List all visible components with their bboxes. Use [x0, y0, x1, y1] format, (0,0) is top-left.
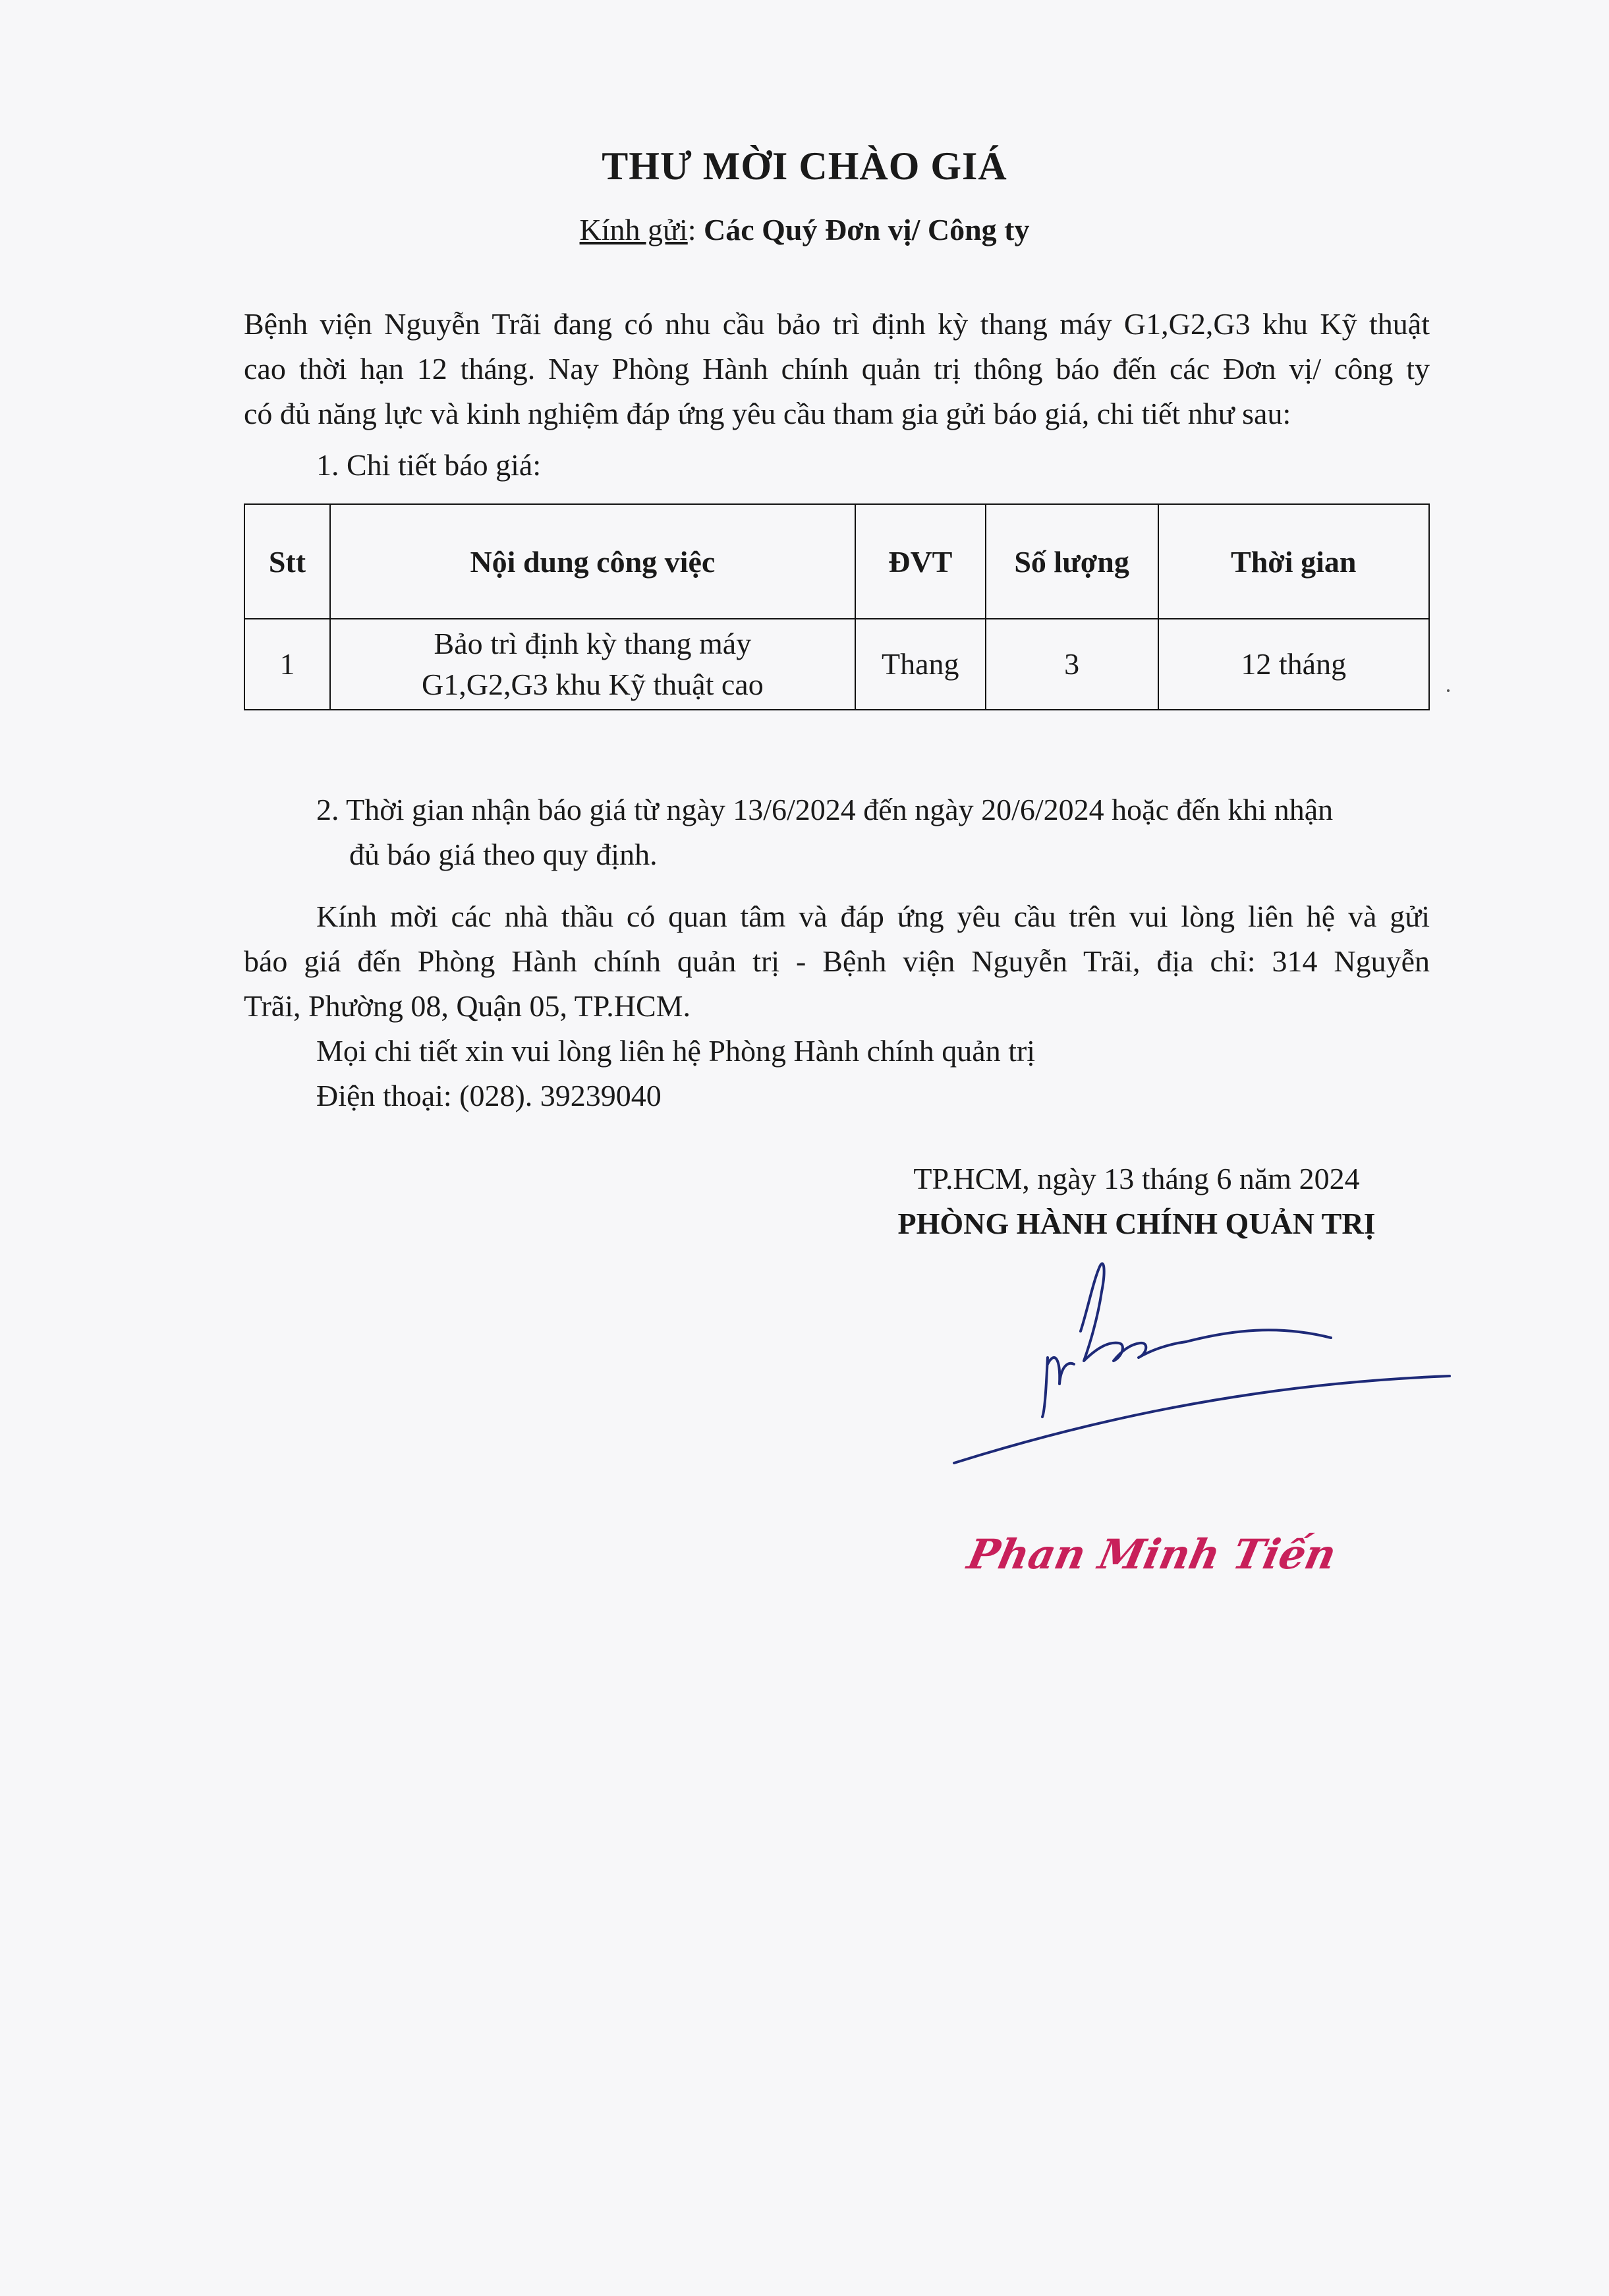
intro-line-3: có đủ năng lực và kinh nghiệm đáp ứng yêu cầu tham gia gửi báo giá, chi tiết như sau:: [244, 397, 1291, 430]
handwritten-signature: [949, 1252, 1463, 1489]
cell-quantity: 3: [986, 619, 1158, 710]
contact-line-1: Mọi chi tiết xin vui lòng liên hệ Phòng Hành chính quản trị: [316, 1034, 1036, 1068]
intro-line-2: cao thời hạn 12 tháng. Nay Phòng Hành chính quản trị thông báo đến các Đơn vị/ công ty: [244, 352, 1430, 386]
header-unit: ĐVT: [855, 504, 986, 619]
document-title: THƯ MỜI CHÀO GIÁ: [602, 144, 1007, 188]
header-quantity: Số lượng: [986, 504, 1158, 619]
header-content: Nội dung công việc: [330, 504, 855, 619]
section-2-line-2: đủ báo giá theo quy định.: [349, 838, 658, 871]
invite-line-1: Kính mời các nhà thầu có quan tâm và đáp ứng yêu cầu trên vui lòng liên hệ và gửi: [316, 900, 1430, 933]
invite-line-2: báo giá đến Phòng Hành chính quản trị - Bệnh viện Nguyễn Trãi, địa chỉ: 314 Nguyễn: [244, 944, 1430, 978]
signoff-date: TP.HCM, ngày 13 tháng 6 năm 2024: [913, 1162, 1360, 1195]
cell-content-line-1: Bảo trì định kỳ thang máy: [434, 627, 752, 660]
header-duration: Thời gian: [1158, 504, 1430, 619]
signoff-department: PHÒNG HÀNH CHÍNH QUẢN TRỊ: [897, 1207, 1376, 1240]
cell-content: [330, 619, 855, 710]
cell-stt: 1: [244, 619, 330, 710]
table-header-row: [244, 504, 1429, 619]
cell-duration: 12 tháng: [1158, 619, 1430, 710]
recipient-label: Kính gửi: [579, 213, 688, 246]
contact-line-2: Điện thoại: (028). 39239040: [316, 1079, 662, 1112]
intro-line-1: Bệnh viện Nguyễn Trãi đang có nhu cầu bảo trì định kỳ thang máy G1,G2,G3 khu Kỹ thuật: [244, 307, 1430, 341]
section-2-line-1: 2. Thời gian nhận báo giá từ ngày 13/6/2024 đến ngày 20/6/2024 hoặc đến khi nhận: [316, 793, 1334, 826]
scan-speck: [1447, 689, 1450, 692]
recipient-line: Kính gửi: Các Quý Đơn vị/ Công ty: [579, 213, 1030, 246]
quote-table: [244, 503, 1430, 710]
signer-name-stamp: Phan Minh Tiến: [963, 1530, 1341, 1578]
table-row: [244, 619, 1429, 710]
header-stt: Stt: [244, 504, 330, 619]
recipient-value: Các Quý Đơn vị/ Công ty: [704, 213, 1030, 246]
cell-unit: Thang: [855, 619, 986, 710]
cell-content-line-2: G1,G2,G3 khu Kỹ thuật cao: [422, 668, 764, 701]
invite-line-3: Trãi, Phường 08, Quận 05, TP.HCM.: [244, 989, 691, 1023]
section-1-heading: 1. Chi tiết báo giá:: [316, 448, 542, 482]
